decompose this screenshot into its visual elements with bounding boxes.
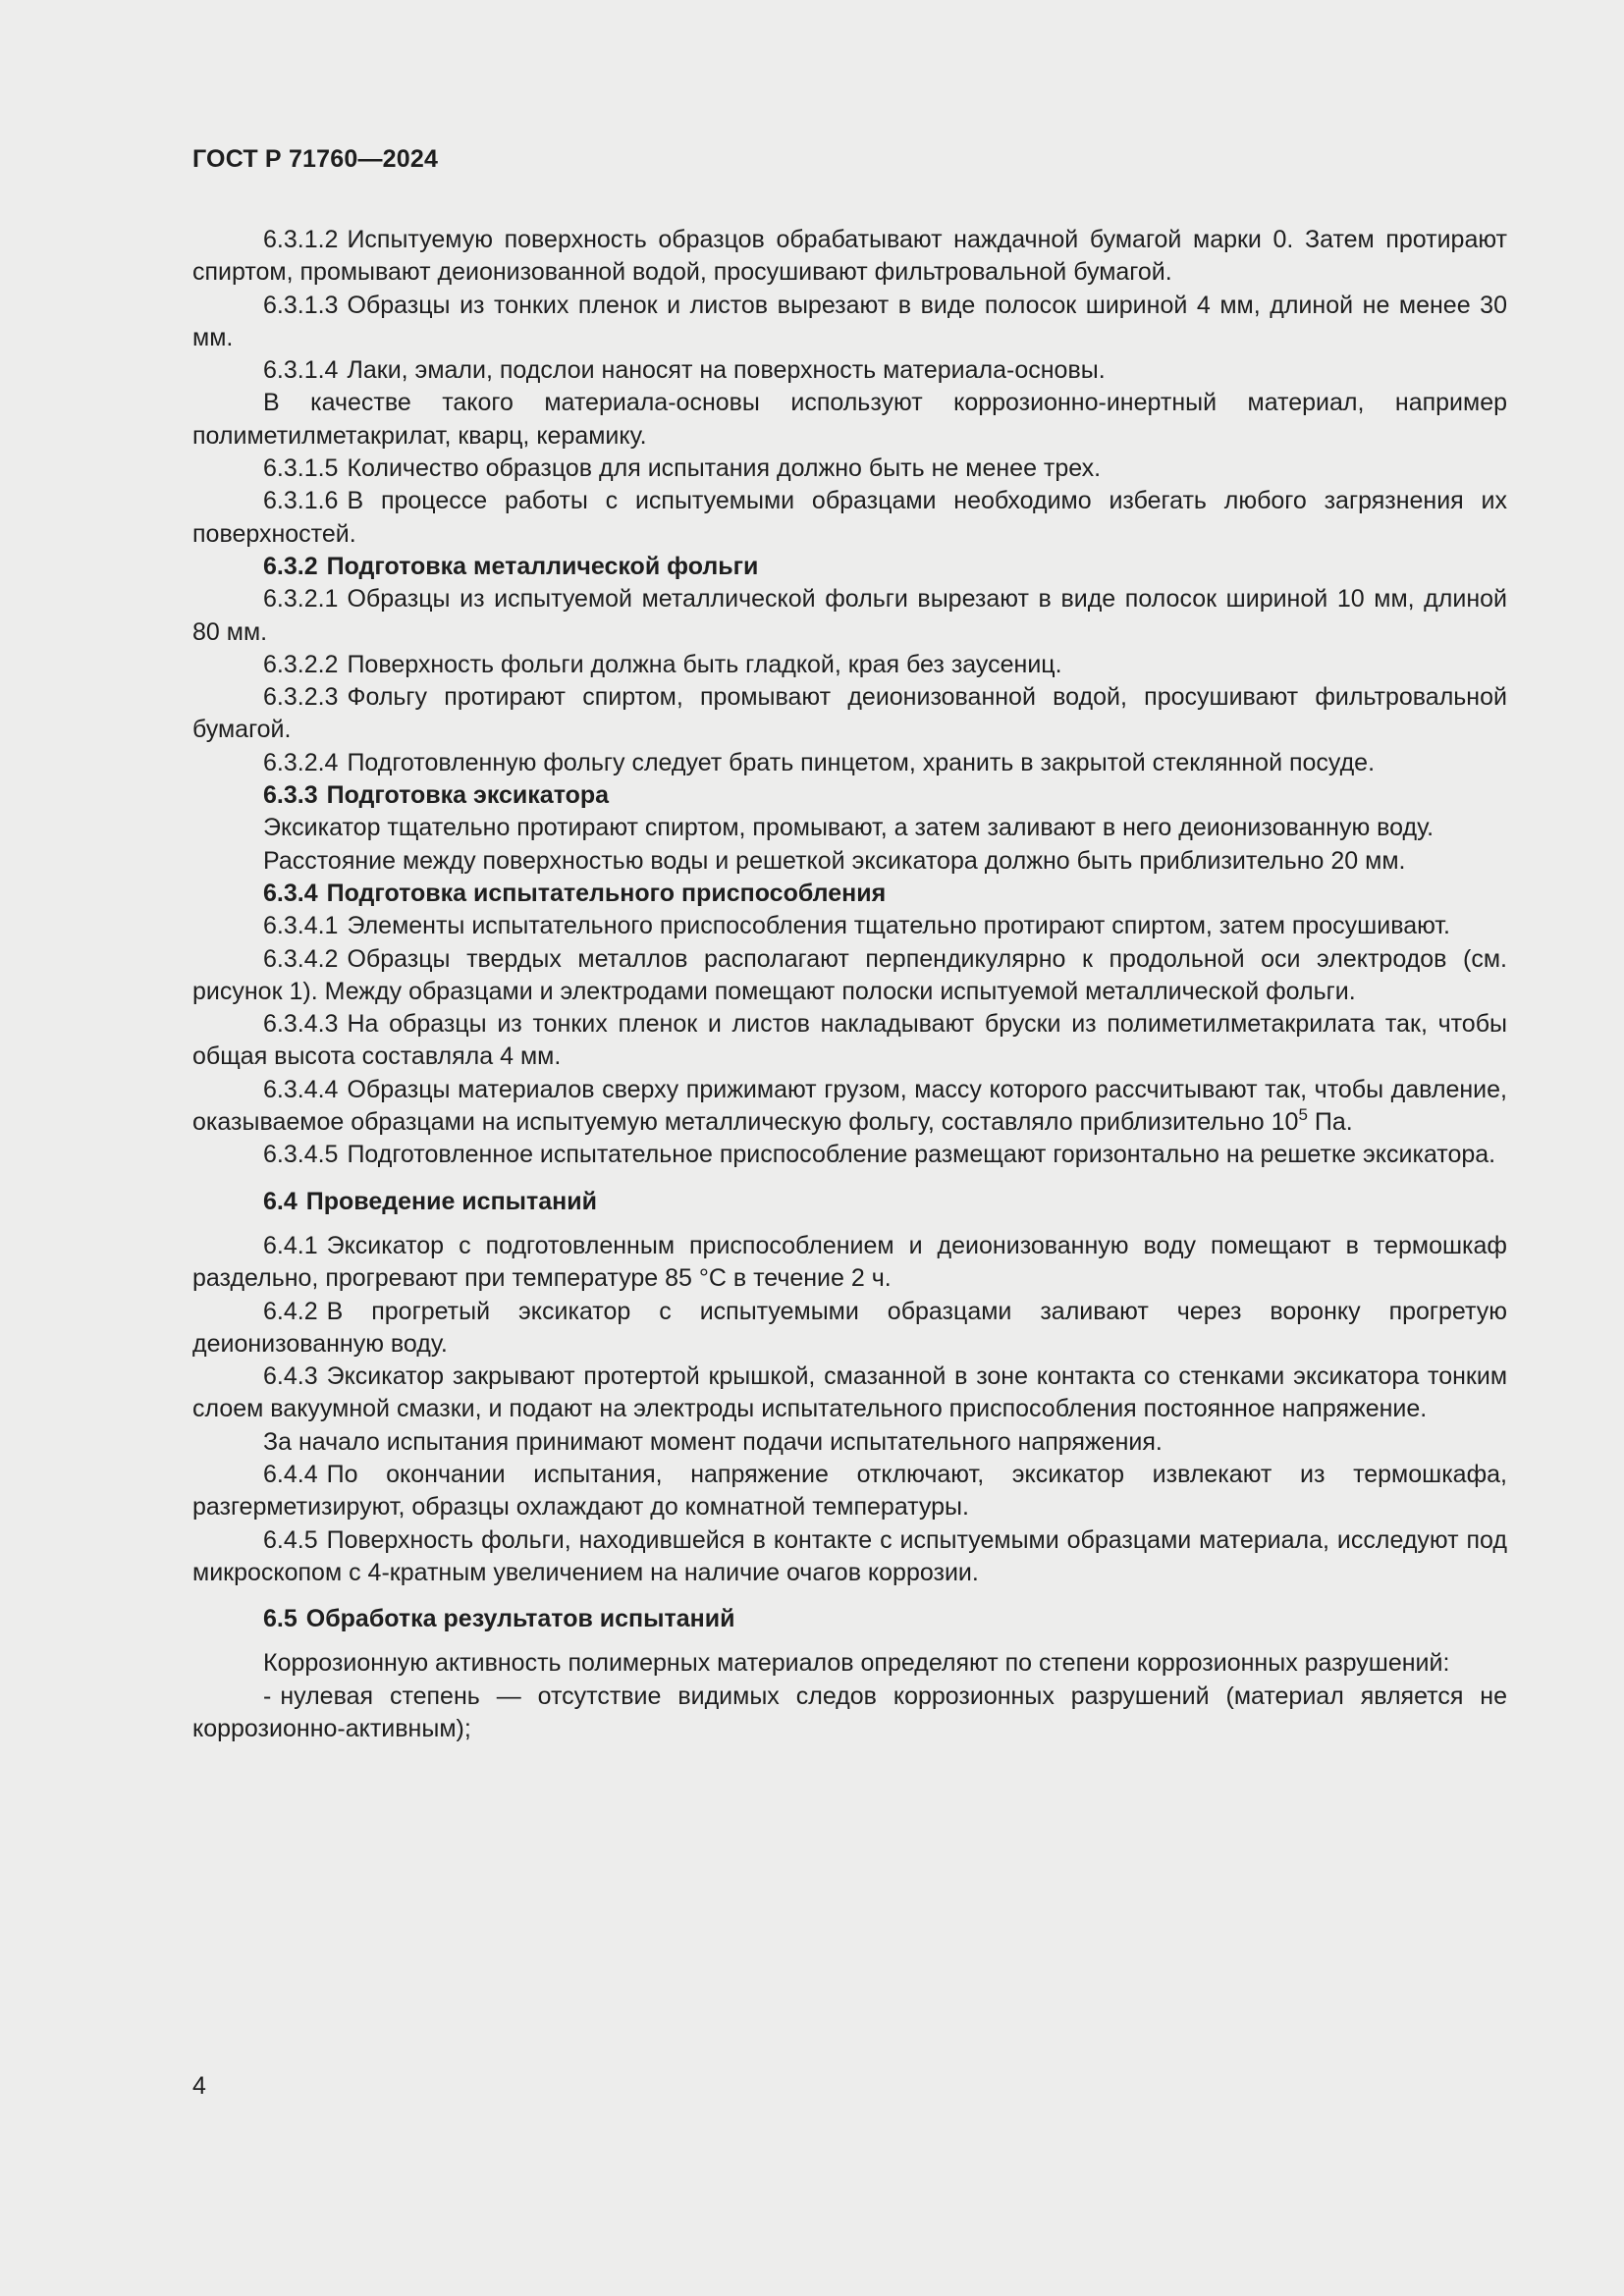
clause-number: 6.3.4.1 [263, 912, 339, 940]
clause-number: 6.3.1.6 [263, 487, 339, 515]
clause-number: 6.4.4 [263, 1460, 318, 1488]
clause-paragraph [192, 812, 1507, 844]
clause-number: 6.3.4.2 [263, 944, 339, 973]
clause-paragraph [192, 583, 1507, 649]
heading-text: Подготовка испытательного приспособления [326, 879, 887, 907]
subsection-heading [192, 551, 1507, 583]
section-heading [192, 1186, 1507, 1218]
clause-paragraph [192, 1008, 1507, 1074]
paragraph-text: За начало испытания принимают момент подачи испытательного напряжения. [263, 1427, 1163, 1456]
clause-number: 6.3.1.4 [263, 356, 339, 385]
clause-number: 6.3.2.3 [263, 683, 339, 712]
clause-paragraph [192, 1426, 1507, 1459]
clause-paragraph [192, 747, 1507, 779]
paragraph-text: Фольгу протирают спиртом, промывают деионизованной водой, просушивают фильтровальной бумагой. [192, 683, 1507, 744]
clause-number: 6.4.1 [263, 1231, 318, 1259]
clause-number: 6.3.4.4 [263, 1075, 339, 1103]
clause-paragraph [192, 1139, 1507, 1171]
clause-number: 6.3.3 [263, 781, 318, 810]
clause-paragraph [192, 845, 1507, 878]
paragraph-text: Образцы материалов сверху прижимают грузом, массу которого рассчитывают так, чтобы давление, оказываемое образцами на испытуемую металлическую фольгу, составляло приблизительно 10 [192, 1075, 1507, 1137]
paragraph-text: В процессе работы с испытуемыми образцами необходимо избегать любого загрязнения их поверхностей. [192, 487, 1507, 548]
heading-text: Подготовка эксикатора [326, 781, 610, 810]
paragraph-text: В качестве такого материала-основы используют коррозионно-инертный материал, например полиметилметакрилат, кварц, керамику. [192, 389, 1507, 450]
paragraph-text: Коррозионную активность полимерных материалов определяют по степени коррозионных разрушений: [263, 1649, 1450, 1678]
document-body [192, 224, 1507, 1745]
section-heading [192, 1603, 1507, 1635]
paragraph-text: Эксикатор тщательно протирают спиртом, промывают, а затем заливают в него деионизованную воду. [263, 814, 1435, 842]
clause-number: 6.3.4.5 [263, 1141, 339, 1169]
paragraph-text: Образцы из испытуемой металлической фольги вырезают в виде полосок шириной 10 мм, длиной 80 мм. [192, 585, 1507, 646]
paragraph-text: Элементы испытательного приспособления тщательно протирают спиртом, затем просушивают. [347, 912, 1450, 940]
page-number: 4 [192, 2072, 206, 2100]
clause-number: 6.3.1.3 [263, 291, 339, 319]
clause-number: 6.4.3 [263, 1362, 318, 1391]
paragraph-text: Поверхность фольги, находившейся в контакте с испытуемыми образцами материала, исследуют под микроскопом с 4-кратным увеличением на наличие очагов коррозии. [192, 1525, 1507, 1586]
clause-paragraph [192, 387, 1507, 453]
heading-text: Обработка результатов испытаний [305, 1605, 735, 1633]
clause-paragraph [192, 1230, 1507, 1296]
clause-number: 6.3.2.1 [263, 585, 339, 614]
clause-paragraph [192, 649, 1507, 681]
clause-paragraph [192, 224, 1507, 290]
clause-paragraph [192, 910, 1507, 942]
paragraph-text: Эксикатор закрывают протертой крышкой, смазанной в зоне контакта со стенками эксикатора тонким слоем вакуумной смазки, и подают на электроды испытательного приспособления постоянное напряжение. [192, 1362, 1507, 1423]
paragraph-text: Эксикатор с подготовленным приспособлением и деионизованную воду помещают в термошкаф раздельно, прогревают при температуре 85 °С в течение 2 ч. [192, 1231, 1507, 1293]
paragraph-text: Поверхность фольги должна быть гладкой, края без заусениц. [347, 650, 1062, 678]
clause-paragraph [192, 453, 1507, 485]
clause-paragraph [192, 1459, 1507, 1524]
clause-number: 6.4.2 [263, 1297, 318, 1325]
heading-text: Подготовка металлической фольги [326, 552, 759, 580]
list-bullet: - [263, 1682, 272, 1710]
superscript: 5 [1298, 1105, 1308, 1125]
clause-paragraph [192, 1296, 1507, 1362]
paragraph-text: Количество образцов для испытания должно быть не менее трех. [347, 454, 1102, 483]
clause-paragraph [192, 290, 1507, 355]
clause-number: 6.3.2.4 [263, 748, 339, 776]
clause-paragraph [192, 681, 1507, 747]
clause-paragraph [192, 943, 1507, 1009]
clause-number: 6.5 [263, 1605, 298, 1633]
document-header: ГОСТ Р 71760—2024 [192, 145, 439, 173]
clause-number: 6.4.5 [263, 1525, 318, 1554]
clause-paragraph [192, 1074, 1507, 1140]
paragraph-text: По окончании испытания, напряжение отключают, эксикатор извлекают из термошкафа, разгерметизируют, образцы охлаждают до комнатной температуры. [192, 1460, 1507, 1522]
clause-number: 6.4 [263, 1187, 298, 1215]
clause-paragraph [192, 1647, 1507, 1680]
clause-number: 6.3.4 [263, 879, 318, 907]
paragraph-text: нулевая степень — отсутствие видимых следов коррозионных разрушений (материал является не коррозионно-активным); [192, 1682, 1507, 1743]
heading-text: Проведение испытаний [305, 1187, 598, 1215]
clause-paragraph [192, 354, 1507, 387]
clause-number: 6.3.2 [263, 552, 318, 580]
paragraph-text: Образцы из тонких пленок и листов вырезают в виде полосок шириной 4 мм, длиной не менее 30 мм. [192, 291, 1507, 351]
paragraph-text: Подготовленную фольгу следует брать пинцетом, хранить в закрытой стеклянной посуде. [347, 748, 1376, 776]
clause-paragraph [192, 1681, 1507, 1746]
paragraph-text: В прогретый эксикатор с испытуемыми образцами заливают через воронку прогретую деионизованную воду. [192, 1297, 1507, 1358]
paragraph-text: Испытуемую поверхность образцов обрабатывают наждачной бумагой марки 0. Затем протирают спиртом, промывают деионизованной водой, просушивают фильтровальной бумагой. [192, 226, 1507, 287]
paragraph-text: Расстояние между поверхностью воды и решеткой эксикатора должно быть приблизительно 20 мм. [263, 846, 1406, 875]
paragraph-text: На образцы из тонких пленок и листов накладывают бруски из полиметилметакрилата так, чтобы общая высота составляла 4 мм. [192, 1010, 1507, 1071]
clause-paragraph [192, 485, 1507, 551]
paragraph-text: Подготовленное испытательное приспособление размещают горизонтально на решетке эксикатора. [347, 1141, 1496, 1169]
paragraph-text: Лаки, эмали, подслои наносят на поверхность материала-основы. [347, 356, 1106, 385]
clause-number: 6.3.1.2 [263, 226, 339, 253]
subsection-heading [192, 779, 1507, 812]
clause-paragraph [192, 1361, 1507, 1426]
subsection-heading [192, 878, 1507, 910]
paragraph-text-tail: Па. [1307, 1108, 1353, 1137]
clause-paragraph [192, 1524, 1507, 1590]
clause-number: 6.3.1.5 [263, 454, 339, 483]
clause-number: 6.3.4.3 [263, 1010, 339, 1039]
paragraph-text: Образцы твердых металлов располагают перпендикулярно к продольной оси электродов (см. рисунок 1). Между образцами и электродами помещают полоски испытуемой металлической фольги. [192, 944, 1507, 1005]
clause-number: 6.3.2.2 [263, 650, 339, 678]
